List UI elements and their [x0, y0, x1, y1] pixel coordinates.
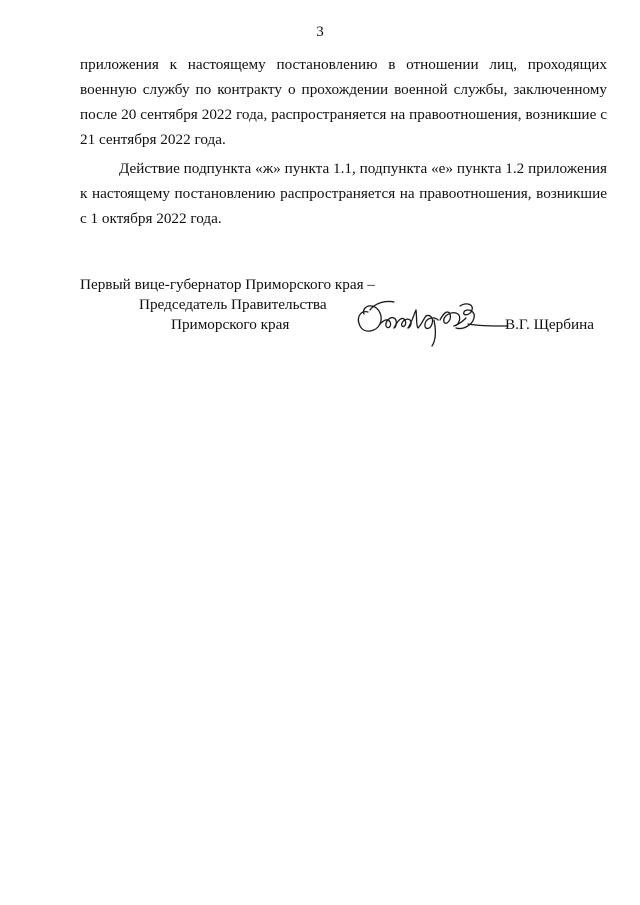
paragraph-continuation: приложения к настоящему постановлению в отношении лиц, проходящих военную службу по контракту о прохождении военной службы, заключенному после 20 сентября 2022 года, распространяется на правоотношения, возникшие с 21 сентября 2022 года.: [80, 56, 607, 148]
signatory-name: В.Г. Щербина: [505, 316, 594, 333]
paragraph-effective-date: Действие подпункта «ж» пункта 1.1, подпункта «е» пункта 1.2 приложения к настоящему постановлению распространяется на правоотношения, возникшие с 1 октября 2022 года.: [80, 160, 607, 227]
document-body: [80, 52, 607, 231]
signature-block: [80, 275, 610, 345]
signatory-position-line-1: Первый вице-губернатор Приморского края –: [80, 276, 375, 293]
signatory-position-line-2: Председатель Правительства: [139, 296, 327, 313]
handwritten-signature: [350, 290, 515, 350]
page-number: 3: [316, 24, 324, 40]
signatory-position-line-3: Приморского края: [171, 316, 290, 333]
